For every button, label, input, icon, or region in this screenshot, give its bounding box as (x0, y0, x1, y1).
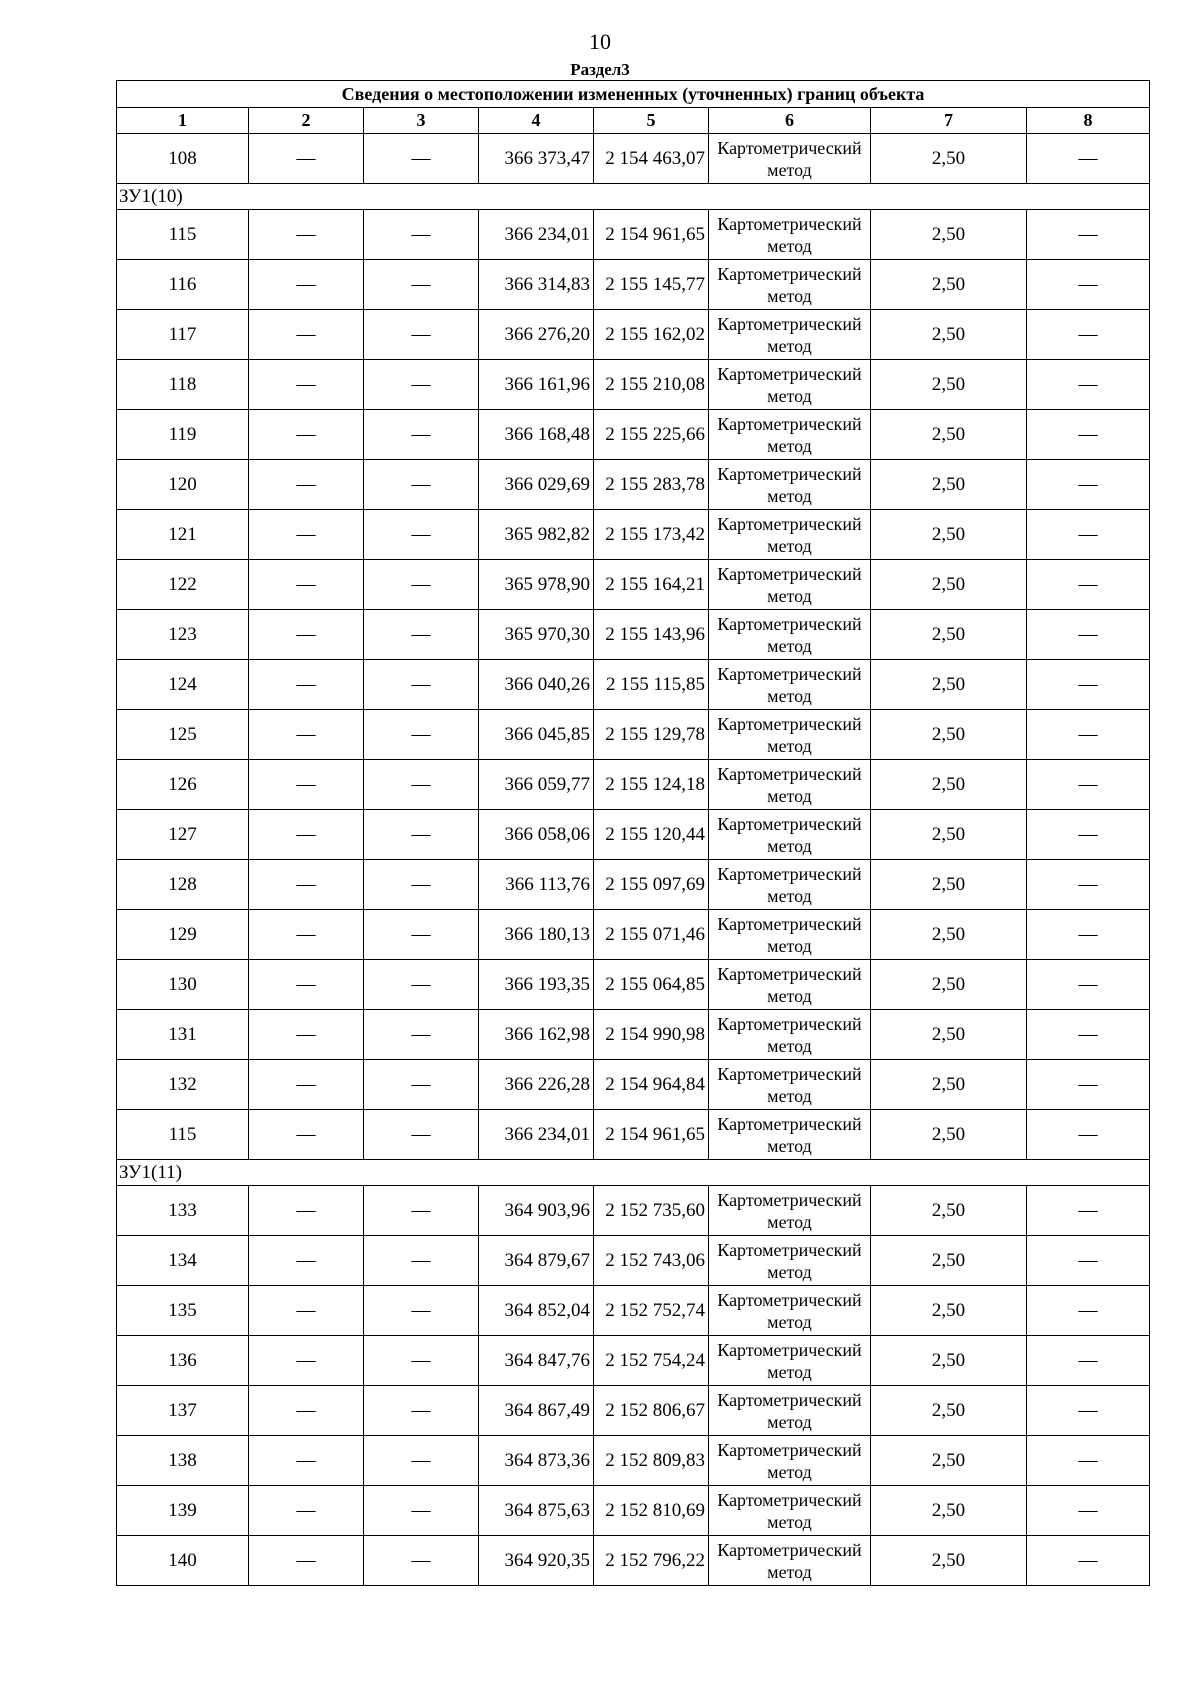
y-coordinate-cell: 2 152 754,24 (594, 1336, 709, 1386)
point-number-cell: 118 (117, 360, 249, 410)
empty-cell: — (249, 860, 364, 910)
empty-cell: — (249, 260, 364, 310)
y-coordinate-cell: 2 155 064,85 (594, 960, 709, 1010)
x-coordinate-cell: 366 162,98 (479, 1010, 594, 1060)
point-number-cell: 119 (117, 410, 249, 460)
y-coordinate-cell: 2 155 210,08 (594, 360, 709, 410)
empty-cell: — (249, 210, 364, 260)
x-coordinate-cell: 364 879,67 (479, 1236, 594, 1286)
x-coordinate-cell: 366 045,85 (479, 710, 594, 760)
y-coordinate-cell: 2 155 173,42 (594, 510, 709, 560)
point-number-cell: 131 (117, 1010, 249, 1060)
table-row (117, 1486, 1150, 1536)
empty-cell: — (1027, 1186, 1150, 1236)
empty-cell: — (249, 1186, 364, 1236)
x-coordinate-cell: 364 903,96 (479, 1186, 594, 1236)
point-number-cell: 134 (117, 1236, 249, 1286)
empty-cell: — (364, 210, 479, 260)
x-coordinate-cell: 364 920,35 (479, 1536, 594, 1586)
table-row (117, 1186, 1150, 1236)
empty-cell: — (1027, 610, 1150, 660)
accuracy-cell: 2,50 (871, 360, 1027, 410)
x-coordinate-cell: 366 168,48 (479, 410, 594, 460)
method-cell: Картометрический метод (709, 210, 871, 260)
point-number-cell: 121 (117, 510, 249, 560)
method-cell: Картометрический метод (709, 1486, 871, 1536)
empty-cell: — (364, 610, 479, 660)
x-coordinate-cell: 366 234,01 (479, 1110, 594, 1160)
x-coordinate-cell: 366 113,76 (479, 860, 594, 910)
accuracy-cell: 2,50 (871, 1186, 1027, 1236)
empty-cell: — (364, 810, 479, 860)
x-coordinate-cell: 366 193,35 (479, 960, 594, 1010)
empty-cell: — (1027, 860, 1150, 910)
x-coordinate-cell: 366 058,06 (479, 810, 594, 860)
x-coordinate-cell: 365 978,90 (479, 560, 594, 610)
table-row (117, 510, 1150, 560)
point-number-cell: 136 (117, 1336, 249, 1386)
y-coordinate-cell: 2 155 162,02 (594, 310, 709, 360)
method-cell: Картометрический метод (709, 860, 871, 910)
x-coordinate-cell: 364 873,36 (479, 1436, 594, 1486)
y-coordinate-cell: 2 155 129,78 (594, 710, 709, 760)
empty-cell: — (1027, 1386, 1150, 1436)
empty-cell: — (364, 510, 479, 560)
accuracy-cell: 2,50 (871, 510, 1027, 560)
table-row (117, 360, 1150, 410)
empty-cell: — (364, 134, 479, 184)
y-coordinate-cell: 2 154 964,84 (594, 1060, 709, 1110)
empty-cell: — (249, 134, 364, 184)
y-coordinate-cell: 2 155 097,69 (594, 860, 709, 910)
empty-cell: — (249, 460, 364, 510)
empty-cell: — (1027, 1436, 1150, 1486)
table-row (117, 1060, 1150, 1110)
empty-cell: — (249, 660, 364, 710)
parcel-group-label: ЗУ1(11) (117, 1160, 1150, 1186)
empty-cell: — (1027, 660, 1150, 710)
empty-cell: — (249, 1336, 364, 1386)
parcel-group-row (117, 184, 1150, 210)
section-label: Раздел3 (570, 60, 630, 79)
empty-cell: — (364, 710, 479, 760)
table-body (117, 81, 1150, 1586)
empty-cell: — (364, 560, 479, 610)
x-coordinate-cell: 364 875,63 (479, 1486, 594, 1536)
accuracy-cell: 2,50 (871, 1536, 1027, 1586)
method-cell: Картометрический метод (709, 410, 871, 460)
y-coordinate-cell: 2 152 743,06 (594, 1236, 709, 1286)
y-coordinate-cell: 2 152 809,83 (594, 1436, 709, 1486)
accuracy-cell: 2,50 (871, 810, 1027, 860)
x-coordinate-cell: 366 226,28 (479, 1060, 594, 1110)
empty-cell: — (364, 310, 479, 360)
point-number-cell: 115 (117, 1110, 249, 1160)
y-coordinate-cell: 2 154 961,65 (594, 1110, 709, 1160)
empty-cell: — (1027, 1010, 1150, 1060)
column-header: 1 (117, 108, 249, 134)
accuracy-cell: 2,50 (871, 1386, 1027, 1436)
table-row (117, 960, 1150, 1010)
empty-cell: — (1027, 910, 1150, 960)
x-coordinate-cell: 364 847,76 (479, 1336, 594, 1386)
method-cell: Картометрический метод (709, 560, 871, 610)
empty-cell: — (1027, 1336, 1150, 1386)
table-row (117, 560, 1150, 610)
empty-cell: — (249, 1010, 364, 1060)
empty-cell: — (249, 1536, 364, 1586)
point-number-cell: 125 (117, 710, 249, 760)
empty-cell: — (364, 360, 479, 410)
method-cell: Картометрический метод (709, 660, 871, 710)
method-cell: Картометрический метод (709, 1436, 871, 1486)
method-cell: Картометрический метод (709, 1336, 871, 1386)
accuracy-cell: 2,50 (871, 1336, 1027, 1386)
table-title: Сведения о местоположении измененных (уточненных) границ объекта (117, 81, 1150, 108)
point-number-cell: 126 (117, 760, 249, 810)
empty-cell: — (249, 1286, 364, 1336)
table-row (117, 1436, 1150, 1486)
table-row (117, 910, 1150, 960)
point-number-cell: 115 (117, 210, 249, 260)
table-row (117, 1286, 1150, 1336)
method-cell: Картометрический метод (709, 760, 871, 810)
empty-cell: — (364, 1186, 479, 1236)
y-coordinate-cell: 2 155 164,21 (594, 560, 709, 610)
accuracy-cell: 2,50 (871, 1060, 1027, 1110)
method-cell: Картометрический метод (709, 1010, 871, 1060)
empty-cell: — (1027, 960, 1150, 1010)
y-coordinate-cell: 2 152 735,60 (594, 1186, 709, 1236)
x-coordinate-cell: 364 867,49 (479, 1386, 594, 1436)
accuracy-cell: 2,50 (871, 560, 1027, 610)
empty-cell: — (364, 260, 479, 310)
empty-cell: — (1027, 1536, 1150, 1586)
boundary-points-table (116, 80, 1150, 1586)
empty-cell: — (364, 860, 479, 910)
empty-cell: — (249, 710, 364, 760)
empty-cell: — (364, 410, 479, 460)
method-cell: Картометрический метод (709, 710, 871, 760)
method-cell: Картометрический метод (709, 610, 871, 660)
empty-cell: — (1027, 510, 1150, 560)
table-row (117, 1010, 1150, 1060)
table-row (117, 1110, 1150, 1160)
method-cell: Картометрический метод (709, 510, 871, 560)
table-row (117, 210, 1150, 260)
y-coordinate-cell: 2 152 796,22 (594, 1536, 709, 1586)
accuracy-cell: 2,50 (871, 860, 1027, 910)
accuracy-cell: 2,50 (871, 1010, 1027, 1060)
table-row (117, 860, 1150, 910)
empty-cell: — (364, 460, 479, 510)
method-cell: Картометрический метод (709, 910, 871, 960)
table-row (117, 760, 1150, 810)
table-row (117, 460, 1150, 510)
accuracy-cell: 2,50 (871, 210, 1027, 260)
table-row (117, 260, 1150, 310)
column-header: 6 (709, 108, 871, 134)
empty-cell: — (364, 1010, 479, 1060)
method-cell: Картометрический метод (709, 1110, 871, 1160)
method-cell: Картометрический метод (709, 1236, 871, 1286)
empty-cell: — (249, 360, 364, 410)
y-coordinate-cell: 2 152 806,67 (594, 1386, 709, 1436)
empty-cell: — (249, 1386, 364, 1436)
table-row (117, 310, 1150, 360)
method-cell: Картометрический метод (709, 310, 871, 360)
accuracy-cell: 2,50 (871, 134, 1027, 184)
point-number-cell: 140 (117, 1536, 249, 1586)
empty-cell: — (364, 910, 479, 960)
table-row (117, 710, 1150, 760)
point-number-cell: 135 (117, 1286, 249, 1336)
accuracy-cell: 2,50 (871, 960, 1027, 1010)
empty-cell: — (364, 760, 479, 810)
y-coordinate-cell: 2 154 990,98 (594, 1010, 709, 1060)
point-number-cell: 128 (117, 860, 249, 910)
empty-cell: — (1027, 360, 1150, 410)
accuracy-cell: 2,50 (871, 1110, 1027, 1160)
column-header: 3 (364, 108, 479, 134)
point-number-cell: 132 (117, 1060, 249, 1110)
y-coordinate-cell: 2 155 115,85 (594, 660, 709, 710)
y-coordinate-cell: 2 155 225,66 (594, 410, 709, 460)
table-row (117, 1336, 1150, 1386)
empty-cell: — (249, 810, 364, 860)
x-coordinate-cell: 366 161,96 (479, 360, 594, 410)
empty-cell: — (1027, 260, 1150, 310)
x-coordinate-cell: 366 373,47 (479, 134, 594, 184)
x-coordinate-cell: 366 180,13 (479, 910, 594, 960)
empty-cell: — (249, 410, 364, 460)
empty-cell: — (1027, 210, 1150, 260)
method-cell: Картометрический метод (709, 134, 871, 184)
x-coordinate-cell: 366 314,83 (479, 260, 594, 310)
empty-cell: — (364, 1386, 479, 1436)
method-cell: Картометрический метод (709, 460, 871, 510)
empty-cell: — (249, 1486, 364, 1536)
method-cell: Картометрический метод (709, 1536, 871, 1586)
accuracy-cell: 2,50 (871, 910, 1027, 960)
column-header: 7 (871, 108, 1027, 134)
table-row (117, 1386, 1150, 1436)
empty-cell: — (249, 310, 364, 360)
empty-cell: — (249, 1236, 364, 1286)
empty-cell: — (249, 760, 364, 810)
point-number-cell: 120 (117, 460, 249, 510)
empty-cell: — (249, 610, 364, 660)
accuracy-cell: 2,50 (871, 710, 1027, 760)
method-cell: Картометрический метод (709, 810, 871, 860)
table-row (117, 1236, 1150, 1286)
x-coordinate-cell: 365 970,30 (479, 610, 594, 660)
column-header: 4 (479, 108, 594, 134)
parcel-group-label: ЗУ1(10) (117, 184, 1150, 210)
method-cell: Картометрический метод (709, 260, 871, 310)
empty-cell: — (1027, 1286, 1150, 1336)
table-row (117, 134, 1150, 184)
y-coordinate-cell: 2 155 124,18 (594, 760, 709, 810)
accuracy-cell: 2,50 (871, 660, 1027, 710)
x-coordinate-cell: 366 276,20 (479, 310, 594, 360)
table-row (117, 660, 1150, 710)
y-coordinate-cell: 2 155 120,44 (594, 810, 709, 860)
accuracy-cell: 2,50 (871, 410, 1027, 460)
empty-cell: — (249, 1436, 364, 1486)
point-number-cell: 129 (117, 910, 249, 960)
accuracy-cell: 2,50 (871, 1286, 1027, 1336)
empty-cell: — (1027, 460, 1150, 510)
accuracy-cell: 2,50 (871, 1436, 1027, 1486)
empty-cell: — (364, 960, 479, 1010)
table-row (117, 810, 1150, 860)
empty-cell: — (364, 1060, 479, 1110)
y-coordinate-cell: 2 155 145,77 (594, 260, 709, 310)
empty-cell: — (1027, 134, 1150, 184)
method-cell: Картометрический метод (709, 1386, 871, 1436)
method-cell: Картометрический метод (709, 1186, 871, 1236)
empty-cell: — (364, 1286, 479, 1336)
accuracy-cell: 2,50 (871, 760, 1027, 810)
point-number-cell: 138 (117, 1436, 249, 1486)
x-coordinate-cell: 366 040,26 (479, 660, 594, 710)
empty-cell: — (1027, 810, 1150, 860)
accuracy-cell: 2,50 (871, 1486, 1027, 1536)
point-number-cell: 122 (117, 560, 249, 610)
empty-cell: — (1027, 1110, 1150, 1160)
empty-cell: — (249, 1060, 364, 1110)
table-row (117, 610, 1150, 660)
accuracy-cell: 2,50 (871, 1236, 1027, 1286)
point-number-cell: 130 (117, 960, 249, 1010)
point-number-cell: 133 (117, 1186, 249, 1236)
accuracy-cell: 2,50 (871, 310, 1027, 360)
method-cell: Картометрический метод (709, 360, 871, 410)
table-row (117, 410, 1150, 460)
point-number-cell: 123 (117, 610, 249, 660)
empty-cell: — (249, 560, 364, 610)
method-cell: Картометрический метод (709, 1286, 871, 1336)
empty-cell: — (364, 1336, 479, 1386)
y-coordinate-cell: 2 154 463,07 (594, 134, 709, 184)
method-cell: Картометрический метод (709, 1060, 871, 1110)
y-coordinate-cell: 2 152 810,69 (594, 1486, 709, 1536)
empty-cell: — (364, 1110, 479, 1160)
empty-cell: — (1027, 560, 1150, 610)
x-coordinate-cell: 365 982,82 (479, 510, 594, 560)
y-coordinate-cell: 2 154 961,65 (594, 210, 709, 260)
y-coordinate-cell: 2 155 283,78 (594, 460, 709, 510)
y-coordinate-cell: 2 152 752,74 (594, 1286, 709, 1336)
method-cell: Картометрический метод (709, 960, 871, 1010)
empty-cell: — (249, 910, 364, 960)
point-number-cell: 117 (117, 310, 249, 360)
point-number-cell: 139 (117, 1486, 249, 1536)
empty-cell: — (364, 1536, 479, 1586)
empty-cell: — (249, 960, 364, 1010)
empty-cell: — (249, 510, 364, 560)
column-header: 2 (249, 108, 364, 134)
column-header: 5 (594, 108, 709, 134)
point-number-cell: 108 (117, 134, 249, 184)
page-number: 10 (589, 29, 611, 54)
x-coordinate-cell: 366 029,69 (479, 460, 594, 510)
empty-cell: — (1027, 1236, 1150, 1286)
empty-cell: — (1027, 710, 1150, 760)
x-coordinate-cell: 366 234,01 (479, 210, 594, 260)
empty-cell: — (1027, 1060, 1150, 1110)
empty-cell: — (1027, 1486, 1150, 1536)
point-number-cell: 124 (117, 660, 249, 710)
accuracy-cell: 2,50 (871, 260, 1027, 310)
x-coordinate-cell: 364 852,04 (479, 1286, 594, 1336)
accuracy-cell: 2,50 (871, 610, 1027, 660)
empty-cell: — (364, 660, 479, 710)
empty-cell: — (249, 1110, 364, 1160)
y-coordinate-cell: 2 155 071,46 (594, 910, 709, 960)
x-coordinate-cell: 366 059,77 (479, 760, 594, 810)
point-number-cell: 127 (117, 810, 249, 860)
parcel-group-row (117, 1160, 1150, 1186)
empty-cell: — (364, 1236, 479, 1286)
empty-cell: — (364, 1486, 479, 1536)
accuracy-cell: 2,50 (871, 460, 1027, 510)
empty-cell: — (1027, 410, 1150, 460)
column-header: 8 (1027, 108, 1150, 134)
empty-cell: — (364, 1436, 479, 1486)
empty-cell: — (1027, 760, 1150, 810)
point-number-cell: 116 (117, 260, 249, 310)
table-row (117, 1536, 1150, 1586)
table-header-row (117, 108, 1150, 134)
y-coordinate-cell: 2 155 143,96 (594, 610, 709, 660)
empty-cell: — (1027, 310, 1150, 360)
point-number-cell: 137 (117, 1386, 249, 1436)
